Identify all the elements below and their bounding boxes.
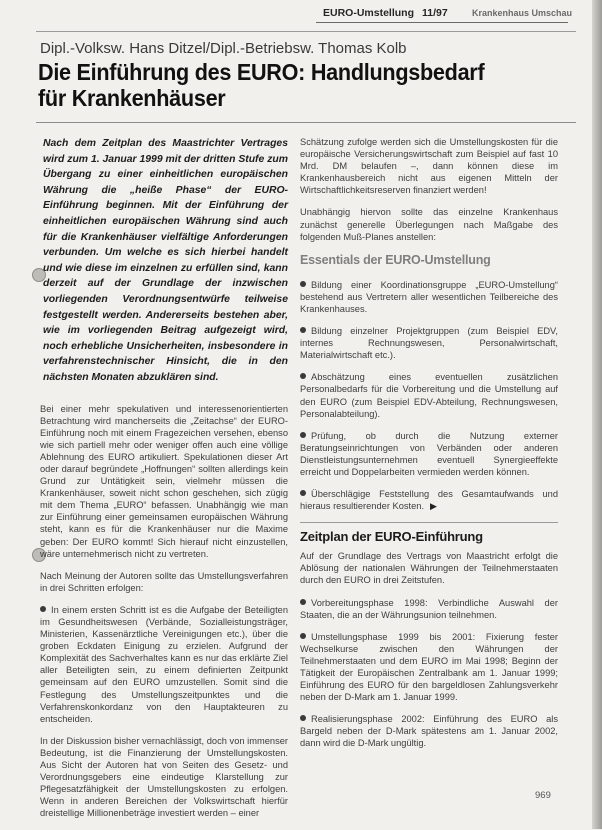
top-rule bbox=[36, 31, 576, 32]
left-column bbox=[40, 136, 288, 830]
timeline-text: Vorbereitungsphase 1998: Verbindliche Auswahl der Staaten, die an der Währungsunion teilnehmen. bbox=[300, 597, 558, 620]
header-rule bbox=[316, 22, 568, 23]
timeline-item bbox=[300, 631, 558, 704]
body-paragraph: Nach Meinung der Autoren sollte das Umstellungsverfahren in drei Schritten erfolgen: bbox=[40, 570, 288, 593]
body-paragraph: Bei einer mehr spekulativen und interessenorientierten Betrachtung wird mancherseits die „Zeitachse“ der EURO-Einführung noch mit einem Fragezeichen versehen, ebenso wie sich partiell mehr oder weniger offen auch eine völlige Ablehnung des EURO artikuliert. Spekulationen dieser Art oder darauf begründete „Hoffnungen“ sollten allerdings kein Grund zur Untätigkeit sein, vielmehr müssen die Krankenhäuser, soweit nicht schon geschehen, sich zügig mit dem Thema „EURO“ befassen. Unabhängig wie man zur Einführung einer gemeinsamen europäischen Währung steht, kann es für die Krankenhäuser nur die Maxime geben: Der EURO kommt! Sich hierauf nicht einzustellen, wäre unternehmerisch nicht zu vertreten. bbox=[40, 403, 288, 559]
essentials-item bbox=[300, 488, 558, 512]
essentials-text: Überschlägige Feststellung des Gesamtaufwands und hieraus resultierender Kosten. bbox=[300, 489, 558, 512]
bullet-dot-icon bbox=[300, 327, 306, 333]
essentials-item bbox=[300, 430, 558, 478]
lead-paragraph: Nach dem Zeitplan des Maastrichter Vertrages wird zum 1. Januar 1999 mit der dritten Stufe zum Übergang zu einer einheitlichen europäischen Währung die „heiße Phase“ der EURO-Einführung beginnen. Mit der Einführung der einheitlichen europäischen Währung sind auch für die Krankenhäuser vielfältige Anforderungen verbunden. Um welche es sich hierbei handelt und wie diese im einzelnen zu erfüllen sind, kann derzeit auf der Grundlage der inzwischen vorliegenden Verordnungsentwürfe teilweise festgestellt werden. Andererseits bestehen aber, wie im vorliegenden Beitrag aufgezeigt wird, noch erhebliche Unsicherheiten, insbesondere in verfahrenstechnischer Hinsicht, die in den nächsten Monaten abzuklären sind. bbox=[43, 138, 288, 383]
header-issue: 11/97 bbox=[422, 7, 448, 19]
body-paragraph: In der Diskussion bisher vernachlässigt, doch von immenser Bedeutung, ist die Finanzierung der Umstellungskosten. Aus Sicht der Autoren hat von Seiten des Gesetz- und Verordnungsgebers eine eindeutige Klarstellung zur Pflegesatzfähigkeit der Umstellungskosten zu erfolgen. Wenn in anderen Bereichen der Volkswirtschaft hierfür dreistellige Millionenbeträge investiert werden – einer bbox=[40, 735, 288, 819]
bullet-dot-icon bbox=[300, 490, 306, 496]
essentials-text: Bildung einer Koordinationsgruppe „EURO-Umstellung“ bestehend aus Vertretern aller wesentlichen Teilbereiche des Krankenhauses. bbox=[300, 279, 558, 314]
title-line-2: für Krankenhäuser bbox=[38, 85, 226, 111]
title-line-1: Die Einführung des EURO: Handlungsbedarf bbox=[38, 59, 485, 85]
timeline-item bbox=[300, 713, 558, 749]
page-number: 969 bbox=[535, 790, 551, 801]
running-header bbox=[316, 7, 573, 21]
essentials-item bbox=[300, 325, 558, 361]
bullet-item bbox=[40, 604, 288, 725]
timeline-text: Realisierungsphase 2002: Einführung des EURO als Bargeld neben der D-Mark spätestens am 1. Januar 2002, dann wird die D-Mark ungültig. bbox=[300, 714, 558, 749]
bullet-dot-icon bbox=[300, 281, 306, 287]
header-publication: Krankenhaus Umschau bbox=[472, 8, 573, 18]
timeline-item bbox=[300, 597, 558, 621]
header-section: EURO-Umstellung bbox=[323, 7, 415, 19]
timeline-text: Umstellungsphase 1999 bis 2001: Fixierung fester Wechselkurse zwischen den Währungen der Teilnehmerstaaten und dem EURO im Mai 1998; Beginn der Tätigkeit der Europäischen Zentralbank am 1. Januar 1999; Einführung des EURO für den bargeldlosen Zahlungsverkehr neben der D-Mark am 1. Januar 1999. bbox=[300, 631, 558, 703]
bullet-dot-icon bbox=[300, 599, 306, 605]
body-paragraph: Schätzung zufolge werden sich die Umstellungskosten für die europäische Versicherungswirtschaft zum Beispiel auf fast 10 Mrd. DM belaufen –, dann können diese im Krankenhausbereich nicht aus eigenen Mitteln der Wirtschaftlichkeitsreserven finanziert werden! bbox=[300, 137, 558, 196]
essentials-item bbox=[300, 279, 558, 315]
bullet-dot-icon bbox=[300, 633, 306, 639]
essentials-text: Bildung einzelner Projektgruppen (zum Beispiel EDV, internes Rechnungswesen, Personalwirtschaft, Materialwirtschaft etc.). bbox=[300, 326, 558, 361]
title-rule bbox=[36, 122, 576, 123]
bullet-dot-icon bbox=[300, 432, 306, 438]
timeline-intro: Auf der Grundlage des Vertrags von Maastricht erfolgt die Ablösung der nationalen Währungen der Teilnehmerstaaten durch den EURO in drei Zeitstufen. bbox=[300, 551, 558, 586]
timeline-box bbox=[300, 522, 558, 749]
essentials-item bbox=[300, 371, 558, 419]
bullet-text: In einem ersten Schritt ist es die Aufgabe der Beteiligten im Gesundheitswesen (Verbände, Sozialleistungsträger, Ministerien, Kassenärztliche Vereinigungen etc.), über die groben Eckdaten Einigung zu erzielen. Aufgrund der Komplexität des Sachverhaltes kann es nur das erklärte Ziel aller Beteiligten sein, zu einem definierten Zeitpunkt gemeinsam auf den EURO umzustellen. Somit sind die Festlegung des Umstellungszeitpunktes und die Verfahrenskonkordanz von den Hauptakteuren zu entscheiden. bbox=[40, 604, 288, 724]
timeline-heading: Zeitplan der EURO-Einführung bbox=[300, 529, 483, 545]
essentials-text: Prüfung, ob durch die Nutzung externer Beratungseinrichtungen von Verbänden oder anderen Dienstleistungsunternehmen eventuell Synergieeffekte erreicht und Doppelarbeiten vermieden werden können. bbox=[300, 430, 558, 477]
essentials-heading: Essentials der EURO-Umstellung bbox=[300, 252, 491, 267]
bullet-dot-icon bbox=[40, 606, 46, 612]
article-title bbox=[38, 59, 484, 111]
right-column bbox=[300, 136, 558, 760]
authors-line: Dipl.-Volksw. Hans Ditzel/Dipl.-Betriebsw. Thomas Kolb bbox=[40, 40, 407, 57]
continue-arrow-icon: ▶ bbox=[430, 501, 437, 512]
page-edge-shadow bbox=[592, 0, 602, 829]
essentials-text: Abschätzung eines eventuellen zusätzlichen Personalbedarfs für die Vorbereitung und die Umstellung auf den EURO (zum Beispiel EDV-Abteilung, Rechnungswesen, Personalabteilung). bbox=[300, 372, 558, 419]
bullet-dot-icon bbox=[300, 373, 306, 379]
body-paragraph: Unabhängig hiervon sollte das einzelne Krankenhaus zunächst generelle Überlegungen nach Maßgabe des folgenden Muß-Planes anstellen: bbox=[300, 207, 558, 242]
bullet-dot-icon bbox=[300, 715, 306, 721]
